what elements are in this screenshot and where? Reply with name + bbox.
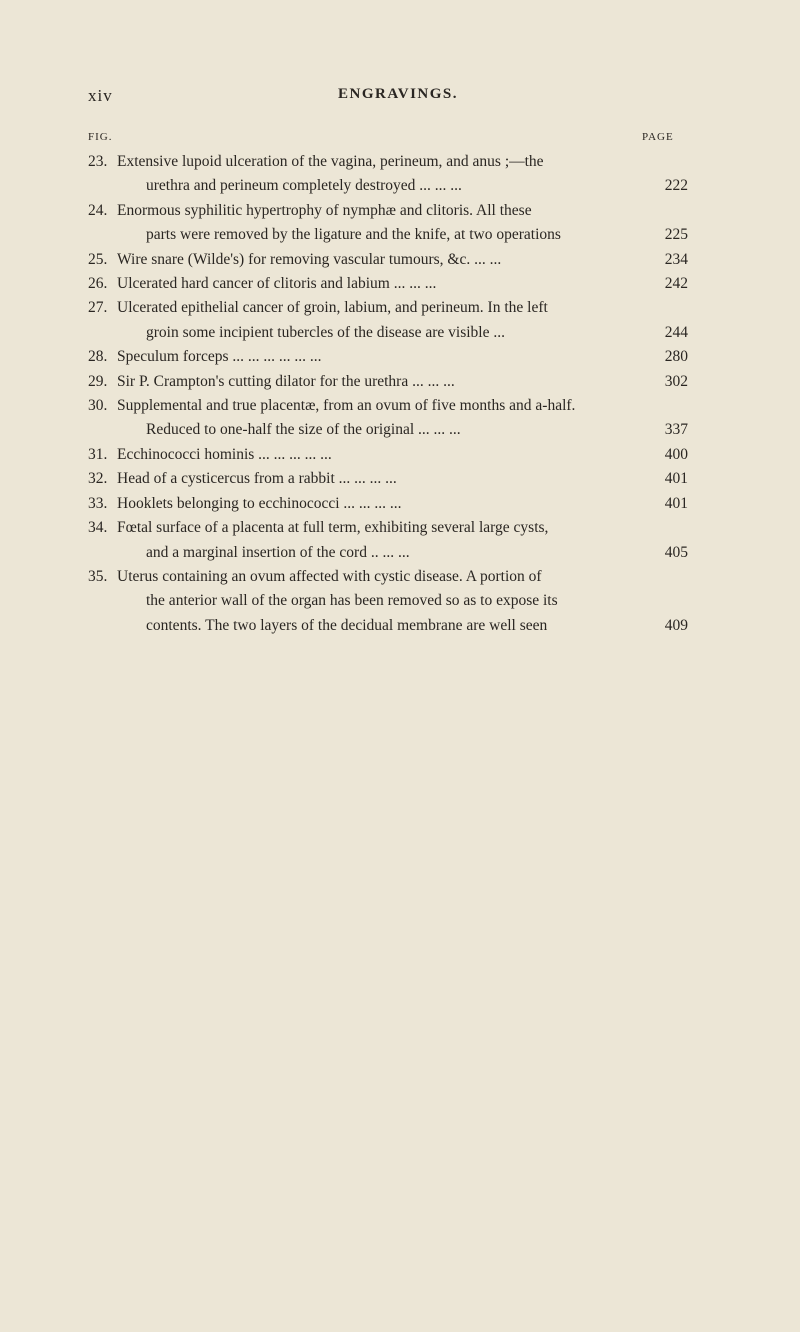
figure-number: 24. — [88, 201, 108, 219]
column-heading-fig: FIG. — [88, 131, 113, 143]
caption-line: Ulcerated epithelial cancer of groin, labium, and perineum. In the left — [117, 299, 548, 317]
list-item — [88, 296, 688, 345]
figure-number: 23. — [88, 153, 108, 170]
figure-caption — [117, 345, 688, 369]
caption-line: Speculum forceps ... ... ... ... ... ... — [117, 348, 322, 366]
figure-caption — [117, 492, 688, 516]
caption-line: urethra and perineum completely destroyed ... ... ... — [146, 177, 462, 195]
caption-line: Supplemental and true placentæ, from an ovum of five months and a-half. — [117, 397, 576, 415]
list-item — [88, 199, 688, 248]
caption-line: contents. The two layers of the decidual membrane are well seen — [146, 616, 548, 634]
caption-line: Uterus containing an ovum affected with cystic disease. A portion of — [117, 567, 542, 585]
caption-line: Wire snare (Wilde's) for removing vascular tumours, &c. ... ... — [117, 250, 502, 268]
list-item — [88, 345, 688, 369]
page-number: 234 — [664, 250, 688, 268]
figure-caption — [117, 296, 688, 345]
figure-number: 27. — [88, 299, 108, 317]
figure-number: 32. — [88, 470, 108, 488]
column-heading-page: PAGE — [642, 131, 674, 143]
figure-caption — [117, 248, 688, 272]
list-item — [88, 248, 688, 272]
caption-line: Hooklets belonging to ecchinococci ... ... ... ... — [117, 494, 402, 512]
figure-number: 31. — [88, 445, 108, 463]
figure-number: 35. — [88, 567, 108, 585]
page-number: 409 — [664, 616, 688, 634]
running-head — [88, 86, 688, 108]
page-number: 222 — [664, 177, 688, 195]
figure-caption — [117, 516, 688, 565]
page-number: 302 — [664, 372, 688, 390]
figure-caption — [117, 394, 688, 443]
caption-line: Fœtal surface of a placenta at full term, exhibiting several large cysts, — [117, 519, 549, 537]
page-number: 242 — [664, 275, 688, 293]
page-number: 401 — [664, 470, 688, 488]
caption-line: Reduced to one-half the size of the original ... ... ... — [146, 421, 461, 439]
page-number: 225 — [664, 226, 688, 244]
caption-line: Extensive lupoid ulceration of the vagina, perineum, and anus ;—the — [117, 153, 544, 170]
list-item — [88, 443, 688, 467]
caption-line: the anterior wall of the organ has been removed so as to expose its — [146, 592, 558, 610]
caption-line: Ulcerated hard cancer of clitoris and labium ... ... ... — [117, 275, 437, 293]
caption-line: Ecchinococci hominis ... ... ... ... ... — [117, 445, 332, 463]
list-item — [88, 370, 688, 394]
list-item — [88, 565, 688, 638]
figure-caption — [117, 150, 688, 199]
engravings-list — [88, 150, 688, 638]
figure-caption — [117, 443, 688, 467]
figure-number: 30. — [88, 397, 108, 415]
figure-caption — [117, 199, 688, 248]
figure-caption — [117, 565, 688, 638]
page-number: 400 — [664, 445, 688, 463]
figure-caption — [117, 467, 688, 491]
list-item — [88, 492, 688, 516]
figure-number: 33. — [88, 494, 108, 512]
figure-number: 29. — [88, 372, 108, 390]
figure-number: 34. — [88, 519, 108, 537]
caption-line: and a marginal insertion of the cord .. ... ... — [146, 543, 410, 561]
caption-line: parts were removed by the ligature and the knife, at two operations — [146, 226, 561, 244]
page-number: 401 — [664, 494, 688, 512]
caption-line: Enormous syphilitic hypertrophy of nymphæ and clitoris. All these — [117, 201, 532, 219]
list-item — [88, 516, 688, 565]
caption-line: groin some incipient tubercles of the disease are visible ... — [146, 323, 505, 341]
figure-number: 25. — [88, 250, 108, 268]
page-number: 337 — [664, 421, 688, 439]
caption-line: Sir P. Crampton's cutting dilator for the urethra ... ... ... — [117, 372, 455, 390]
page-number: 405 — [664, 543, 688, 561]
figure-number: 26. — [88, 275, 108, 293]
figure-caption — [117, 370, 688, 394]
page-number: 244 — [664, 323, 688, 341]
page-title: ENGRAVINGS. — [338, 86, 458, 102]
list-item — [88, 272, 688, 296]
page-folio: xiv — [88, 86, 113, 105]
list-item — [88, 150, 688, 199]
list-item — [88, 394, 688, 443]
caption-line: Head of a cysticercus from a rabbit ... ... ... ... — [117, 470, 397, 488]
page-number: 280 — [664, 348, 688, 366]
list-item — [88, 467, 688, 491]
figure-caption — [117, 272, 688, 296]
figure-number: 28. — [88, 348, 108, 366]
